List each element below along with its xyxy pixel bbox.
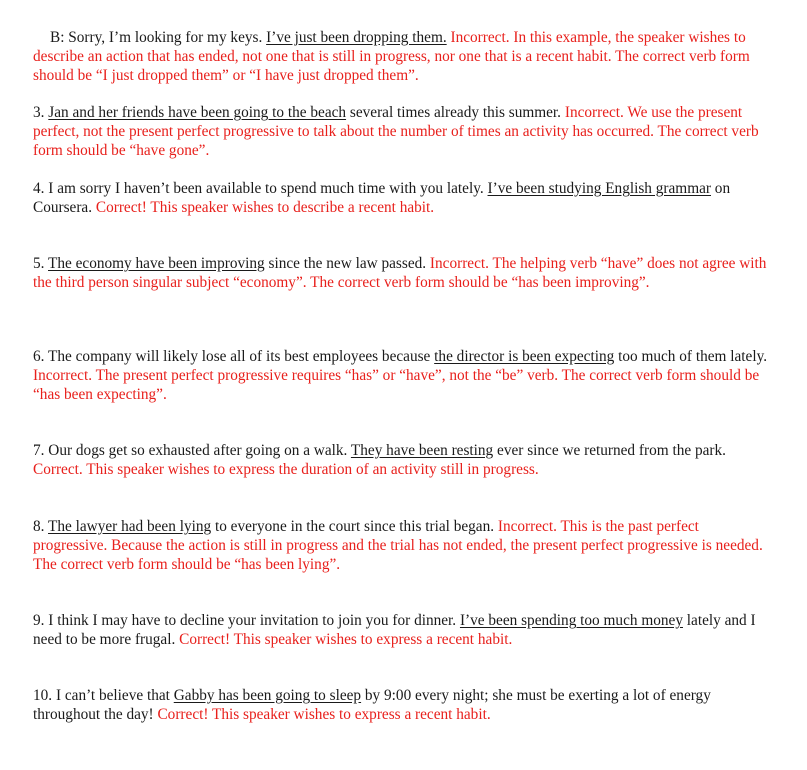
item-lead: 4. I am sorry I haven’t been available to spend much time with you lately. xyxy=(33,180,488,197)
feedback-text: Correct! This speaker wishes to describe a recent habit. xyxy=(95,199,435,216)
underlined-phrase: The economy have been improving xyxy=(48,255,265,272)
underlined-phrase: They have been resting xyxy=(350,442,494,459)
underlined-phrase: Jan and her friends have been going to the beach xyxy=(48,104,347,121)
item-8 xyxy=(33,517,773,574)
underlined-phrase: I’ve just been dropping them. xyxy=(266,29,447,46)
item-after: lately and I need to be more frugal. xyxy=(33,612,756,648)
item-lead: 5. xyxy=(33,255,49,272)
feedback-text: Incorrect. In this example, the speaker wishes to describe an action that has ended, not one that is still in progress, nor one that is a recent habit. The correct verb form should be “I just dropped them” or “I have just dropped them”. xyxy=(33,29,750,84)
feedback-text: Incorrect. The helping verb “have” does not agree with the third person singular subject “economy”. The correct verb form should be “has been improving”. xyxy=(33,255,767,291)
feedback-text: Correct. This speaker wishes to express the duration of an activity still in progress. xyxy=(33,461,539,478)
feedback-text: Incorrect. The present perfect progressive requires “has” or “have”, not the “be” verb. The correct verb form should be “has been expecting”. xyxy=(33,367,760,403)
item-4 xyxy=(33,179,773,217)
item-after: on Coursera. xyxy=(33,180,731,216)
item-5 xyxy=(33,254,773,292)
item-lead: 3. xyxy=(33,104,49,121)
item-lead: 10. I can’t believe that xyxy=(33,687,174,704)
underlined-phrase: I’ve been studying English grammar xyxy=(487,180,711,197)
item-3 xyxy=(33,103,773,160)
underlined-phrase: Gabby has been going to sleep xyxy=(173,687,362,704)
item-after: several times already this summer. xyxy=(346,104,565,121)
item-lead: 7. Our dogs get so exhausted after going on a walk. xyxy=(33,442,351,459)
item-after: ever since we returned from the park. xyxy=(493,442,726,459)
item-lead: 6. The company will likely lose all of its best employees because xyxy=(33,348,435,365)
item-10 xyxy=(33,686,773,724)
item-9 xyxy=(33,611,773,649)
underlined-phrase: I’ve been spending too much money xyxy=(459,612,683,629)
feedback-text: Incorrect. This is the past perfect progressive. Because the action is still in progress and the trial has not ended, the present perfect progressive is needed. The correct verb form should be “has been lying”. xyxy=(33,518,763,573)
item-after: since the new law passed. xyxy=(264,255,430,272)
feedback-text: Correct! This speaker wishes to express a recent habit. xyxy=(179,631,513,648)
item-7 xyxy=(33,441,773,479)
underlined-phrase: the director is been expecting xyxy=(434,348,615,365)
item-6 xyxy=(33,347,773,404)
item-lead: 9. I think I may have to decline your invitation to join you for dinner. xyxy=(33,612,460,629)
item-after: too much of them lately. xyxy=(614,348,768,365)
item-after: by 9:00 every night; she must be exerting a lot of energy throughout the day! xyxy=(33,687,711,723)
item-lead: 8. xyxy=(33,518,49,535)
feedback-text: Incorrect. We use the present perfect, not the present perfect progressive to talk about the number of times an activity has occurred. The correct verb form should be “have gone”. xyxy=(33,104,759,159)
feedback-text: Correct! This speaker wishes to express a recent habit. xyxy=(157,706,491,723)
item-after: to everyone in the court since this trial began. xyxy=(211,518,498,535)
item-b xyxy=(33,28,773,85)
underlined-phrase: The lawyer had been lying xyxy=(48,518,212,535)
item-lead: B: Sorry, I’m looking for my keys. xyxy=(50,29,267,46)
